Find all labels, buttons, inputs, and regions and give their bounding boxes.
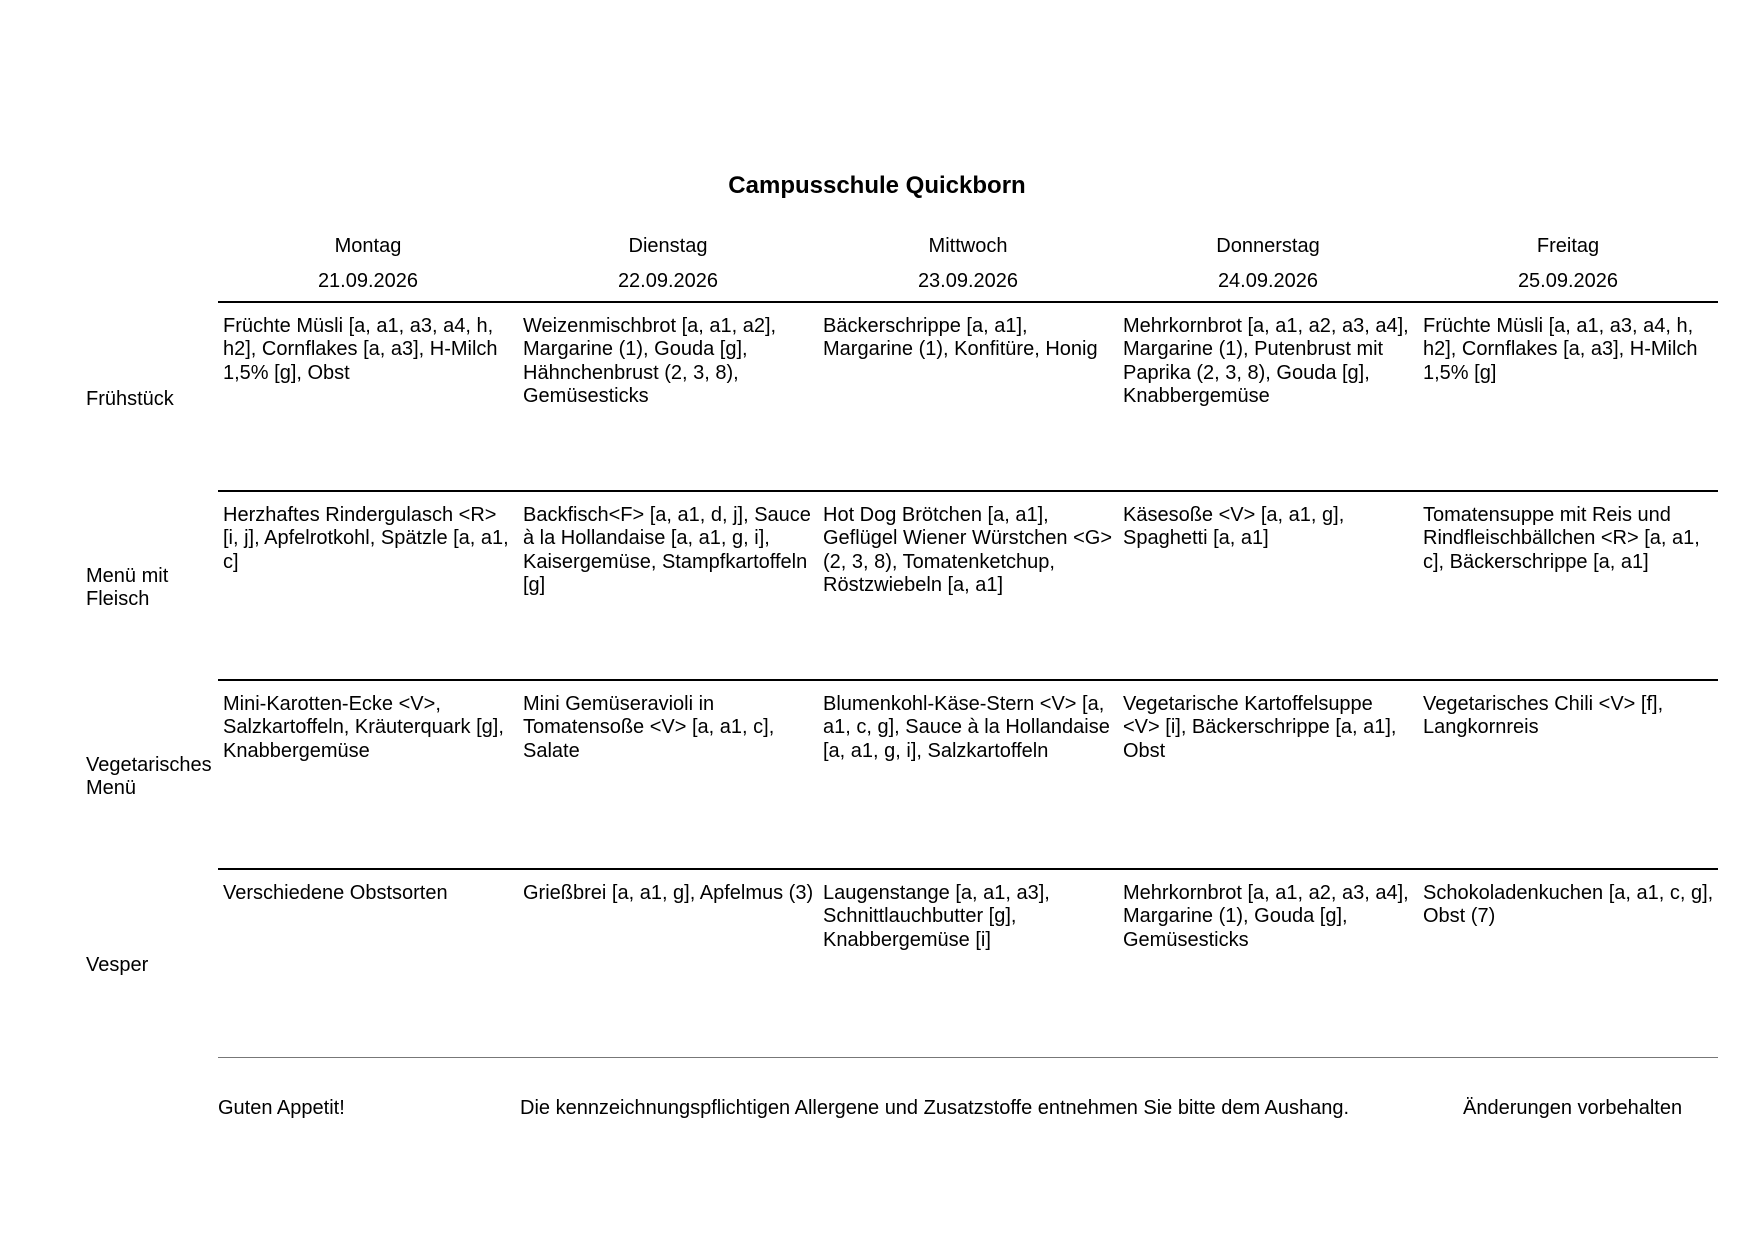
menu-cell: Schokoladenkuchen [a, a1, c, g], Obst (7) bbox=[1423, 882, 1714, 928]
day-date: 21.09.2026 bbox=[317, 270, 419, 292]
menu-cell: Früchte Müsli [a, a1, a3, a4, h, h2], Cornflakes [a, a3], H-Milch 1,5% [g] bbox=[1423, 315, 1698, 384]
page-title: Campusschule Quickborn bbox=[728, 172, 1026, 199]
menu-cell: Vegetarisches Chili <V> [f], Langkornreis bbox=[1423, 693, 1664, 739]
day-date: 25.09.2026 bbox=[1517, 270, 1619, 292]
row-divider bbox=[218, 679, 1718, 681]
menu-cell: Bäckerschrippe [a, a1], Margarine (1), Konfitüre, Honig bbox=[823, 315, 1098, 361]
day-header-montag bbox=[218, 229, 518, 299]
footer-disclaimer: Änderungen vorbehalten bbox=[1463, 1097, 1683, 1119]
menu-cell: Blumenkohl-Käse-Stern <V> [a, a1, c, g], Sauce à la Hollandaise [a, a1, g, i], Salzkartoffeln bbox=[823, 693, 1110, 762]
row-label-fruehstueck: Frühstück bbox=[86, 388, 174, 410]
day-date: 23.09.2026 bbox=[917, 270, 1019, 292]
row-divider bbox=[218, 490, 1718, 492]
menu-cell: Tomatensuppe mit Reis und Rindfleischbällchen <R> [a, a1, c], Bäckerschrippe [a, a1] bbox=[1423, 504, 1700, 573]
menu-cell: Herzhaftes Rindergulasch <R> [i, j], Apfelrotkohl, Spätzle [a, a1, c] bbox=[223, 504, 509, 573]
day-name: Montag bbox=[334, 235, 402, 257]
menu-cell: Mehrkornbrot [a, a1, a2, a3, a4], Margarine (1), Gouda [g], Gemüsesticks bbox=[1123, 882, 1409, 951]
row-label-vegetarisches-menue: Vegetarisches Menü bbox=[86, 754, 212, 799]
row-divider bbox=[218, 301, 1718, 303]
menu-cell: Käsesoße <V> [a, a1, g], Spaghetti [a, a1] bbox=[1123, 504, 1345, 550]
menu-cell: Mini-Karotten-Ecke <V>, Salzkartoffeln, Kräuterquark [g], Knabbergemüse bbox=[223, 693, 504, 762]
table-bottom-divider bbox=[218, 1057, 1718, 1058]
day-name: Freitag bbox=[1536, 235, 1600, 257]
day-header-dienstag bbox=[518, 229, 818, 299]
menu-cell: Weizenmischbrot [a, a1, a2], Margarine (1), Gouda [g], Hähnchenbrust (2, 3, 8), Gemüsesticks bbox=[523, 315, 777, 408]
menu-cell: Hot Dog Brötchen [a, a1], Geflügel Wiener Würstchen <G> (2, 3, 8), Tomatenketchup, Röstzwiebeln [a, a1] bbox=[823, 504, 1113, 597]
day-date: 22.09.2026 bbox=[617, 270, 719, 292]
menu-cell: Früchte Müsli [a, a1, a3, a4, h, h2], Cornflakes [a, a3], H-Milch 1,5% [g], Obst bbox=[223, 315, 498, 384]
menu-cell: Verschiedene Obstsorten bbox=[223, 882, 448, 904]
row-divider bbox=[218, 868, 1718, 870]
day-name: Donnerstag bbox=[1216, 235, 1320, 257]
footer-greeting: Guten Appetit! bbox=[218, 1097, 345, 1119]
row-label-menue-mit-fleisch: Menü mit Fleisch bbox=[86, 565, 169, 610]
menu-cell: Grießbrei [a, a1, g], Apfelmus (3) bbox=[523, 882, 814, 904]
menu-cell: Backfisch<F> [a, a1, d, j], Sauce à la Hollandaise [a, a1, g, i], Kaisergemüse, Stampfkartoffeln [g] bbox=[523, 504, 811, 597]
footer-allergen-note: Die kennzeichnungspflichtigen Allergene und Zusatzstoffe entnehmen Sie bitte dem Aushang. bbox=[520, 1097, 1350, 1119]
row-label-vesper: Vesper bbox=[86, 954, 149, 976]
day-header-donnerstag bbox=[1118, 229, 1418, 299]
menu-cell: Laugenstange [a, a1, a3], Schnittlauchbutter [g], Knabbergemüse [i] bbox=[823, 882, 1050, 951]
day-name: Mittwoch bbox=[928, 235, 1008, 257]
day-date: 24.09.2026 bbox=[1217, 270, 1319, 292]
menu-cell: Mini Gemüseravioli in Tomatensoße <V> [a, a1, c], Salate bbox=[523, 693, 775, 762]
day-name: Dienstag bbox=[628, 235, 708, 257]
menu-cell: Vegetarische Kartoffelsuppe <V> [i], Bäckerschrippe [a, a1], Obst bbox=[1123, 693, 1397, 762]
menu-cell: Mehrkornbrot [a, a1, a2, a3, a4], Margarine (1), Putenbrust mit Paprika (2, 3, 8), Gouda [g], Knabbergemüse bbox=[1123, 315, 1409, 408]
day-header-mittwoch bbox=[818, 229, 1118, 299]
day-header-freitag bbox=[1418, 229, 1718, 299]
